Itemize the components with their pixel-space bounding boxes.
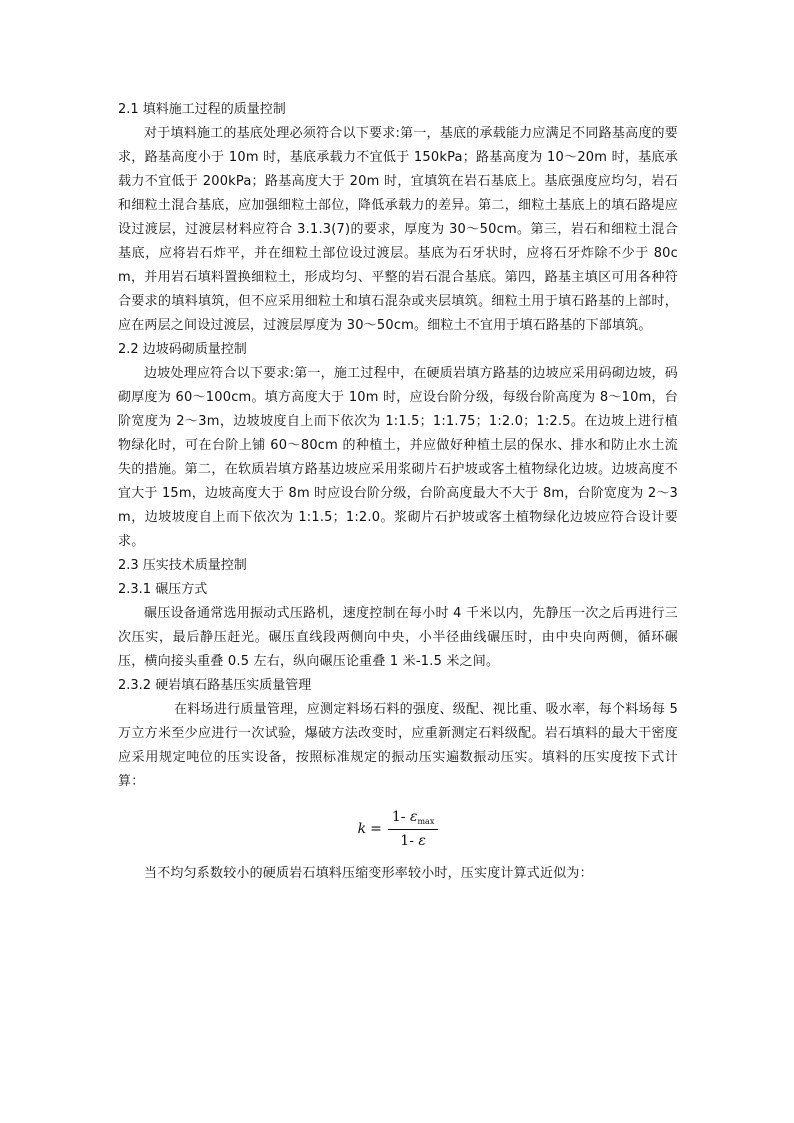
paragraph-approximation-intro: 当不均匀系数较小的硬质岩石填料压缩变形率较小时，压实度计算式近似为：	[144, 866, 593, 881]
denominator-prefix: 1-	[400, 833, 414, 849]
numerator-prefix: 1-	[391, 809, 406, 825]
numerator-symbol: ε	[409, 809, 418, 825]
compaction-formula	[118, 798, 678, 860]
section-heading-2-1: 2.1 填料施工过程的质量控制	[118, 102, 286, 117]
document-body	[118, 98, 678, 886]
paragraph-slope-masonry: 边坡处理应符合以下要求:第一，施工过程中，在硬质岩填方路基的边坡应采用码砌边坡，码砌厚度为 60～100cm。填方高度大于 10m 时，应设台阶分级，每级台阶高度为 8～10m，台阶宽度为 2～3m，边坡坡度自上而下依次为 1:1.5；1:1.75；1:2.0；1:2.5。在边坡上进行植物绿化时，可在台阶上铺 60～80cm 的种植土，并应做好种植土层的保水、排水和防止水土流失的措施。第二，在软质岩填方路基边坡应采用浆砌片石护坡或客土植物绿化边坡。边坡高度不宜大于 15m，边坡高度大于 8m 时应设台阶分级，台阶高度最大不大于 8m，台阶宽度为 2～3m，边坡坡度自上而下依次为 1:1.5；1:2.0。浆砌片石护坡或客土植物绿化边坡应符合设计要求。	[118, 366, 678, 549]
section-heading-2-3-2: 2.3.2 硬岩填石路基压实质量管理	[118, 678, 312, 693]
paragraph-compaction-management: 在料场进行质量管理，应测定料场石料的强度、级配、视比重、吸水率，每个料场每 5 万立方米至少应进行一次试验，爆破方法改变时，应重新测定石料级配。岩石填料的最大干密度应采用规定吨位的压实设备，按照标准规定的振动压实遍数振动压实。填料的压实度按下式计算：	[118, 702, 678, 789]
section-heading-2-3: 2.3 压实技术质量控制	[118, 558, 247, 573]
paragraph-foundation-treatment: 对于填料施工的基底处理必须符合以下要求:第一，基底的承载能力应满足不同路基高度的要求，路基高度小于 10m 时，基底承载力不宜低于 150kPa；路基高度为 10～20m 时，基底承载力不宜低于 200kPa；路基高度大于 20m 时，宜填筑在岩石基底上。基底强度应均匀，岩石和细粒土混合基底，应加强细粒土部位，降低承载力的差异。第二，细粒土基底上的填石路堤应设过渡层，过渡层材料应符合 3.1.3(7)的要求，厚度为 30～50cm。第三，岩石和细粒土混合基底，应将岩石炸平，并在细粒土部位设过渡层。基底为石牙状时，应将石牙炸除不少于 80cm，并用岩石填料置换细粒土，形成均匀、平整的岩石混合基底。第四，路基主填区可用各种符合要求的填料填筑，但不应采用细粒土和填石混杂或夹层填筑。细粒土用于填石路基的上部时，应在两层之间设过渡层，过渡层厚度为 30～50cm。细粒土不宜用于填石路基的下部填筑。	[118, 126, 678, 333]
denominator-symbol: ε	[418, 833, 426, 849]
formula-lhs: k	[357, 821, 367, 837]
formula-numerator	[388, 809, 438, 829]
formula-fraction	[388, 809, 438, 849]
section-heading-2-2: 2.2 边坡码砌质量控制	[118, 342, 247, 357]
paragraph-rolling-method: 碾压设备通常选用振动式压路机，速度控制在每小时 4 千米以内，先静压一次之后再进行三次压实，最后静压赶光。碾压直线段两侧向中央，小半径曲线碾压时，由中央向两侧，循环碾压，横向接头重叠 0.5 左右，纵向碾压论重叠 1 米-1.5 米之间。	[118, 606, 678, 669]
formula-equals: =	[370, 821, 382, 837]
numerator-subscript: max	[417, 817, 435, 826]
section-heading-2-3-1: 2.3.1 碾压方式	[118, 582, 208, 597]
formula-denominator	[396, 830, 430, 849]
